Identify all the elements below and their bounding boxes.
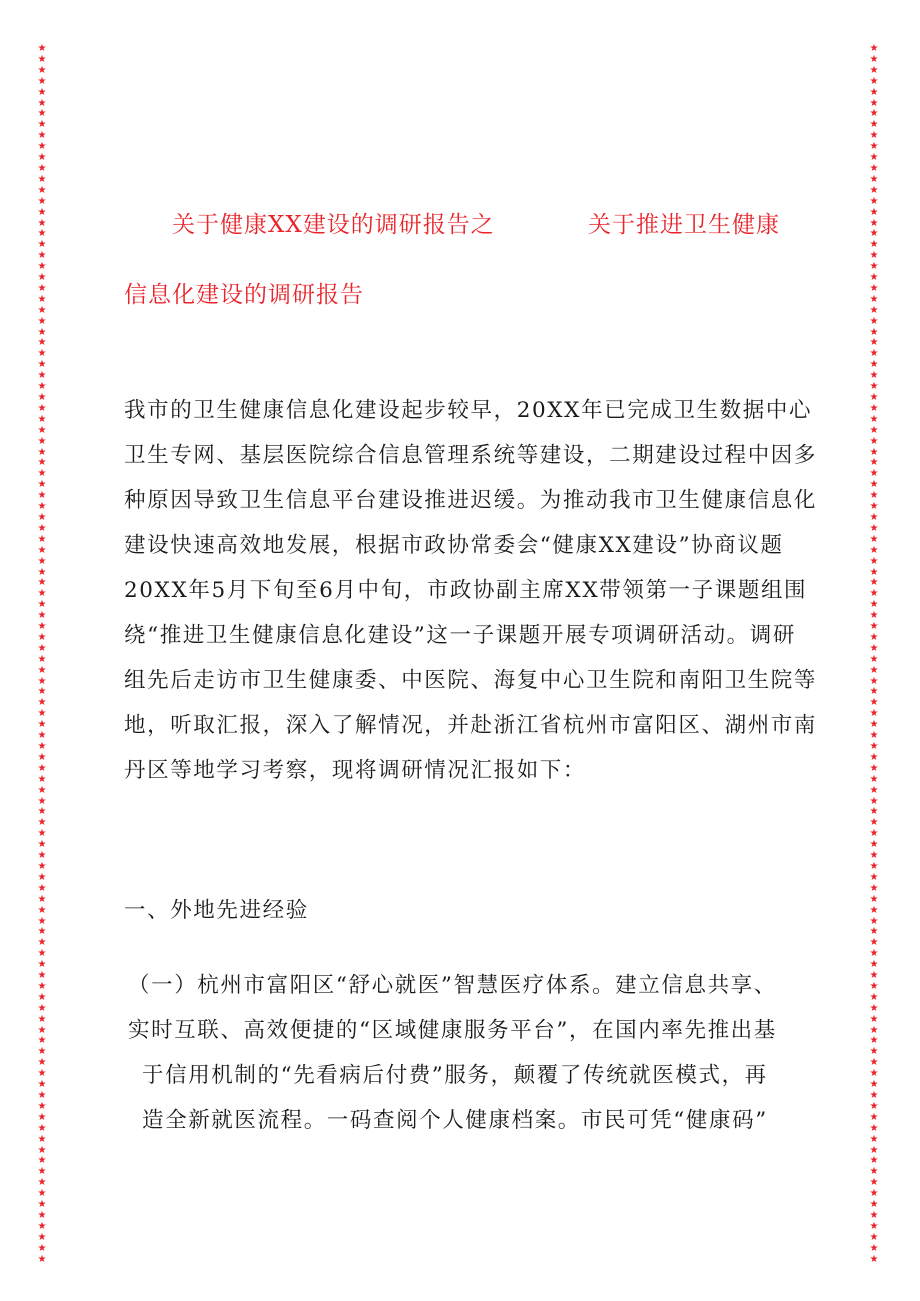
title-part-1: 关于健康XX建设的调研报告之 [172,212,495,238]
left-star-border: ★ ★ ★ ★ ★ ★ ★ ★ ★ ★ ★ ★ ★ ★ ★ ★ ★ ★ ★ ★ ★ ★ ★ ★ ★ ★ ★ ★ ★ ★ ★ ★ ★ ★ ★ ★ ★ ★ ★ ★ ★ ★ ★ ★ ★ ★ ★ ★ ★ ★ ★ ★ ★ ★ ★ ★ ★ ★ ★ ★ ★ ★ ★ ★ ★ ★ ★ ★ ★ ★ ★ ★ ★ ★ ★ ★ ★ ★ ★ ★ ★ ★ ★ ★ ★ ★ ★ ★ ★ ★ ★ ★ ★ ★ ★ ★ ★ ★ ★ ★ ★ ★ ★ ★ ★ ★ ★ ★ ★ ★ ★ ★ [37,43,47,1265]
title-part-2: 关于推进卫生健康 [588,212,780,238]
intro-line-8: 地，听取汇报，深入了解情况，并赴浙江省杭州市富阳区、湖州市南 [124,713,818,738]
section-heading: 一、外地先进经验 [124,898,309,923]
subsection-line-3: 于信用机制的“先看病后付费”服务，颠覆了传统就医模式，再 [142,1063,768,1088]
title-part-3: 信息化建设的调研报告 [124,282,364,308]
intro-line-4: 建设快速高效地发展，根据市政协常委会“健康XX建设”协商议题 [124,533,784,558]
subsection-line-4: 造全新就医流程。一码查阅个人健康档案。市民可凭“健康码” [142,1108,768,1133]
right-star-border: ★ ★ ★ ★ ★ ★ ★ ★ ★ ★ ★ ★ ★ ★ ★ ★ ★ ★ ★ ★ ★ ★ ★ ★ ★ ★ ★ ★ ★ ★ ★ ★ ★ ★ ★ ★ ★ ★ ★ ★ ★ ★ ★ ★ ★ ★ ★ ★ ★ ★ ★ ★ ★ ★ ★ ★ ★ ★ ★ ★ ★ ★ ★ ★ ★ ★ ★ ★ ★ ★ ★ ★ ★ ★ ★ ★ ★ ★ ★ ★ ★ ★ ★ ★ ★ ★ ★ ★ ★ ★ ★ ★ ★ ★ ★ ★ ★ ★ ★ ★ ★ ★ ★ ★ ★ ★ ★ ★ ★ ★ ★ ★ [869,43,879,1265]
intro-line-1: 我市的卫生健康信息化建设起步较早，20XX年已完成卫生数据中心 [124,398,813,423]
intro-line-2: 卫生专网、基层医院综合信息管理系统等建设，二期建设过程中因多 [124,443,818,468]
intro-line-6: 绕“推进卫生健康信息化建设”这一子课题开展专项调研活动。调研 [124,623,796,648]
subsection-line-2: 实时互联、高效便捷的“区域健康服务平台”，在国内率先推出基 [128,1018,777,1043]
intro-line-7: 组先后走访市卫生健康委、中医院、海复中心卫生院和南阳卫生院等 [124,668,818,693]
intro-line-5: 20XX年5月下旬至6月中旬，市政协副主席XX带领第一子课题组围 [124,578,808,603]
intro-line-9: 丹区等地学习考察，现将调研情况汇报如下： [124,758,587,783]
intro-line-3: 种原因导致卫生信息平台建设推进迟缓。为推动我市卫生健康信息化 [124,488,818,513]
subsection-line-1: （一）杭州市富阳区“舒心就医”智慧医疗体系。建立信息共享、 [128,973,777,998]
